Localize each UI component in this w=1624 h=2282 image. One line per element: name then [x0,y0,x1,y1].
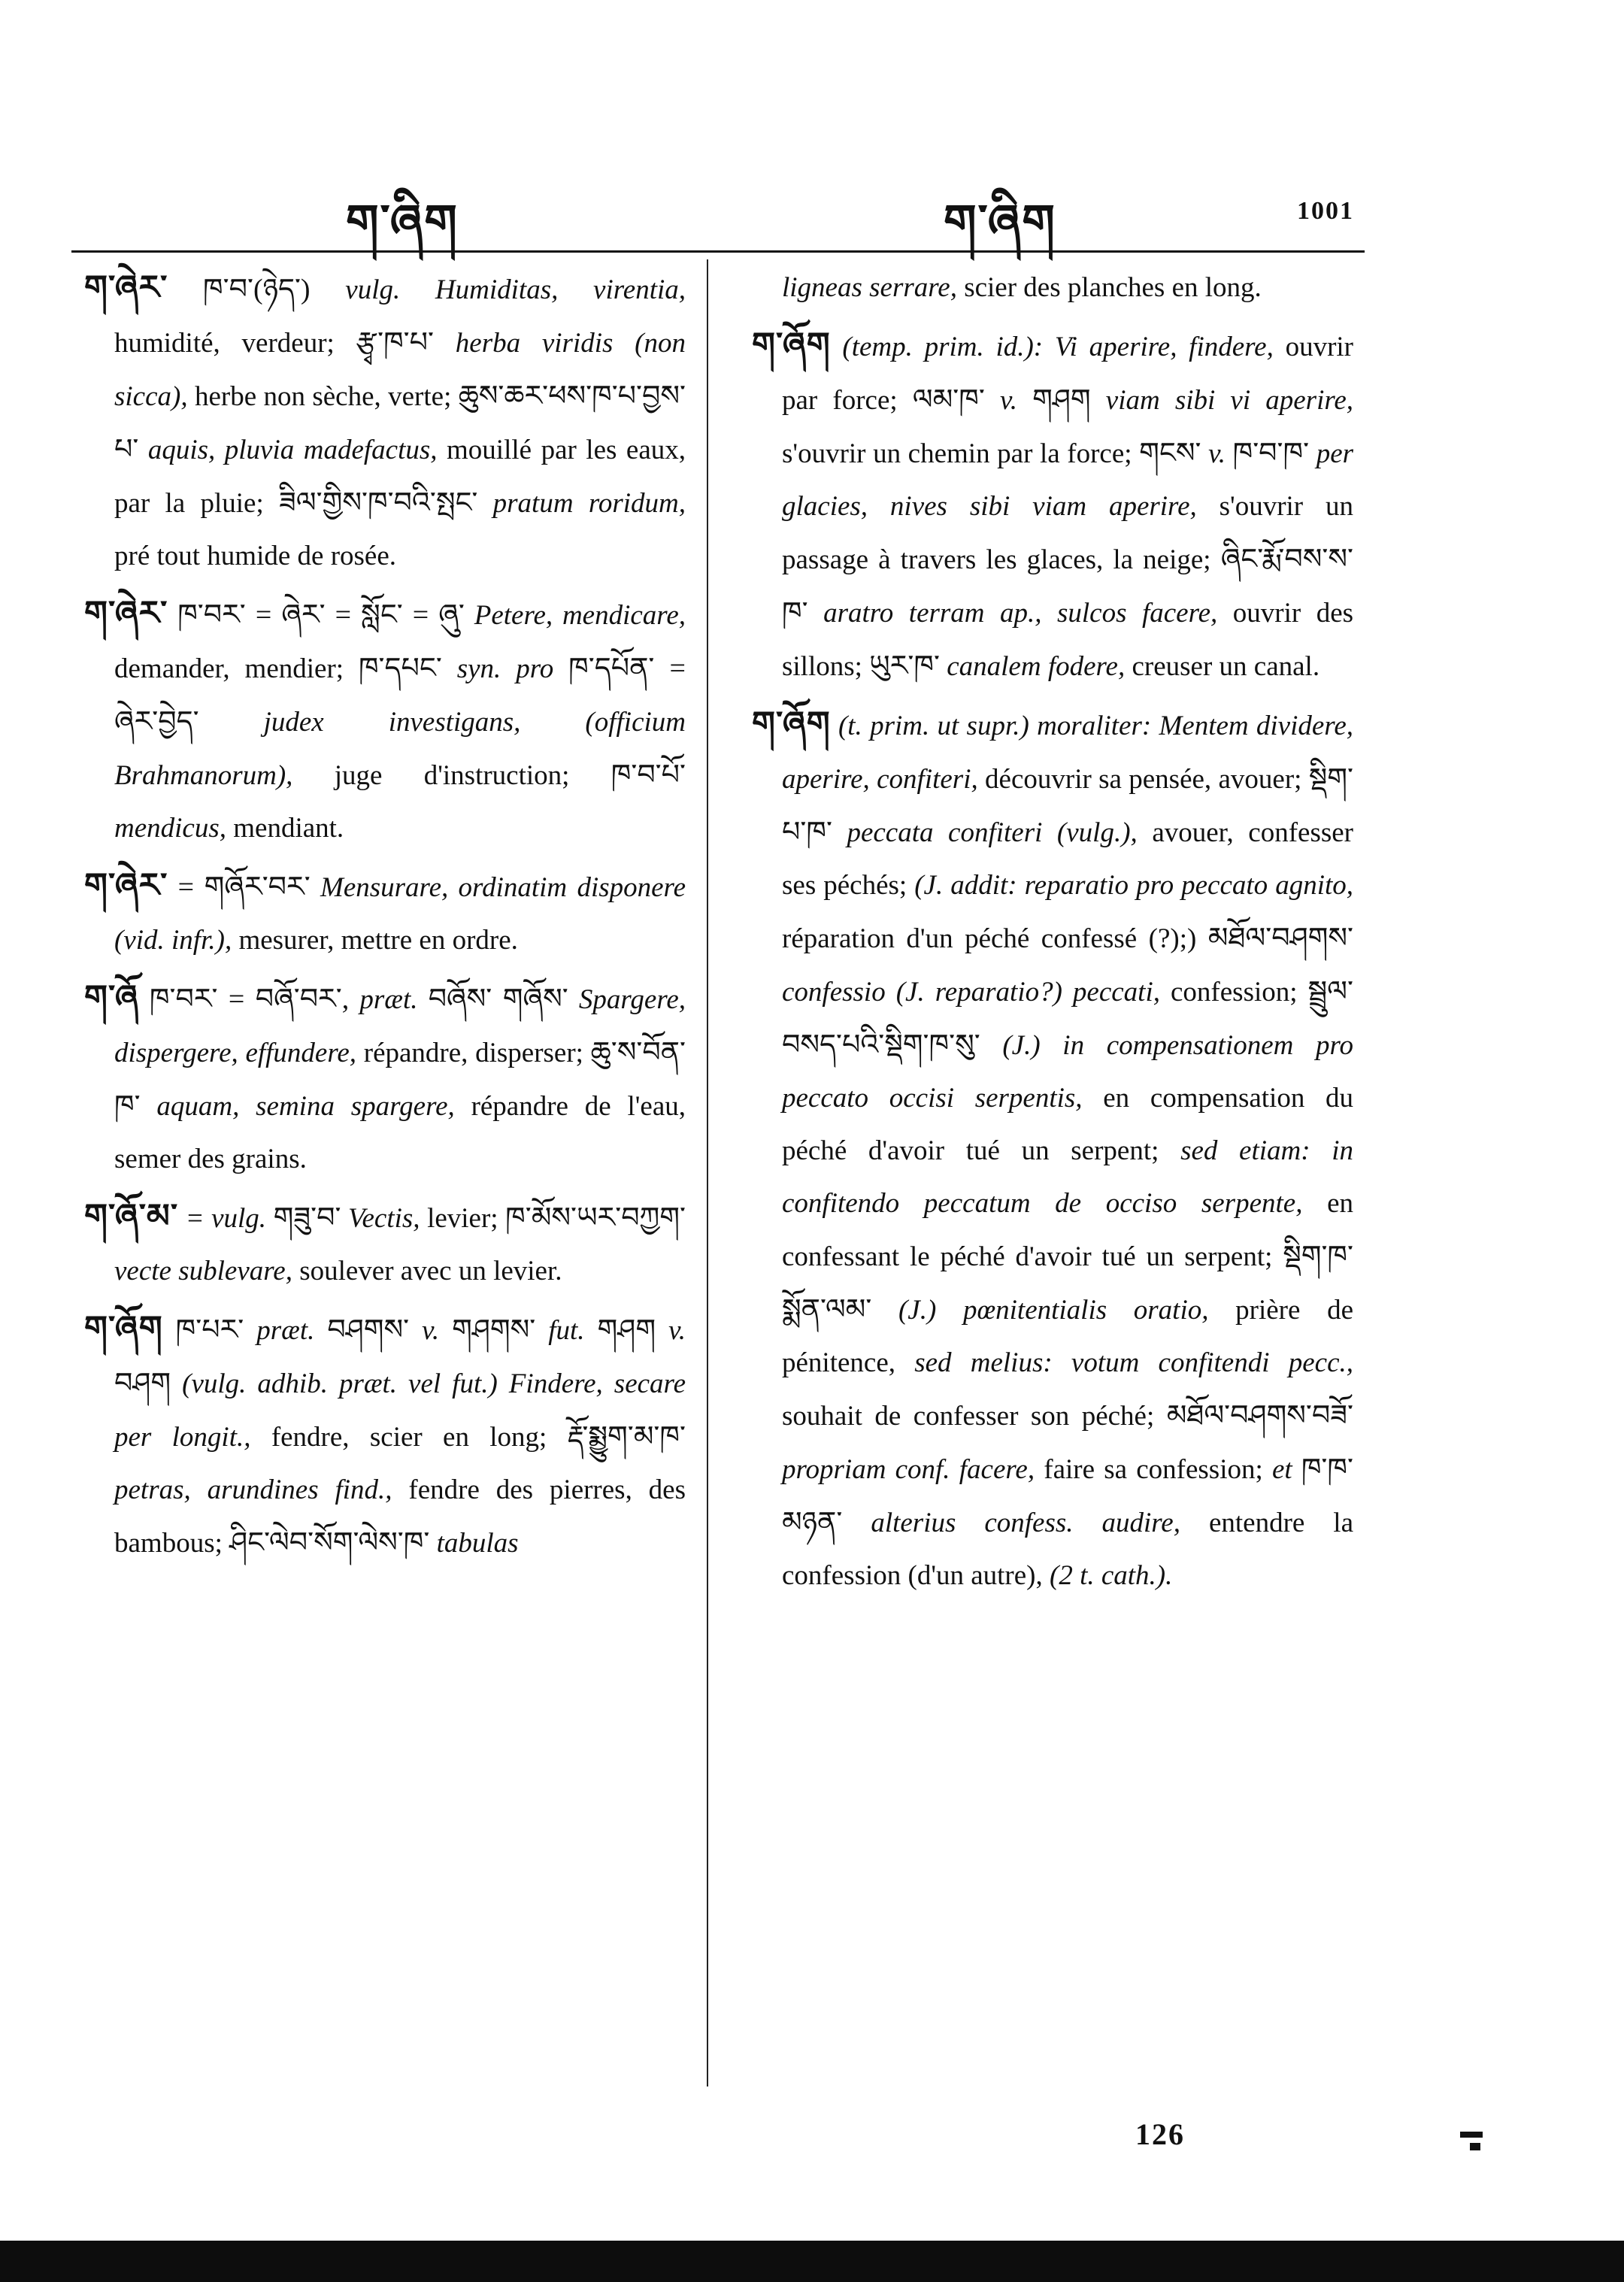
tibetan-text: སྡིག་ཁ་སྨོན་ལམ་ [782,1241,1354,1326]
entry-headword: ག་ཞོག [84,1310,163,1347]
scan-edge-bar [0,2241,1624,2282]
french-gloss: demander, mendier; [114,653,344,684]
french-gloss: répandre de l'eau, semer des grains. [114,1091,686,1174]
tibetan-text: ཁ་དཔོན་ = ཞེར་བྱེད་ [114,653,686,738]
latin-gloss: Mensurare, ordinatim disponere (vid. infr.), [114,872,686,956]
entry-headword: ག་ཞོ་མ་ [84,1198,179,1235]
french-gloss: humidité, verdeur; [114,328,335,359]
tibetan-text: བཤགས་ [327,1314,410,1346]
latin-gloss: præt. [359,984,418,1015]
tibetan-text: ཁ་བ་(ཉེད་) [203,274,311,305]
french-gloss: mouillé par les eaux, par la pluie; [114,435,686,519]
french-gloss: avouer, confesser ses péchés; [782,817,1353,901]
french-gloss: en confessant le péché d'avoir tué un serpent; [782,1188,1354,1272]
french-gloss: découvrir sa pensée, avouer; [985,764,1302,795]
tibetan-text: སྡིག་པ་ཁ་ [782,763,1353,848]
french-gloss: répandre, disperser; [363,1038,583,1068]
latin-gloss: v. [668,1315,686,1346]
folio-number: 1001 [1297,197,1354,225]
right-column [752,262,1353,1607]
tibetan-text: ཁ་དཔང་ [358,653,442,684]
latin-gloss: fut. [548,1315,585,1346]
latin-gloss: Spargere, dispergere, effundere, [114,984,686,1068]
tibetan-text: ཤིང་ལེབ་སོག་ལེས་ཁ་ [229,1527,430,1559]
french-gloss: confession; [1171,977,1298,1008]
french-gloss: mendiant. [233,813,344,844]
latin-gloss: sed etiam: in confitendo peccatum de occiso serpente, [782,1135,1353,1219]
tibetan-text: མཐོལ་བཤགས་བཟོ་ [1166,1400,1353,1432]
french-gloss: juge d'instruction; [334,760,570,791]
latin-gloss: aquam, semina spargere, [156,1091,455,1122]
latin-gloss: propriam conf. facere, [782,1454,1035,1485]
french-gloss: herbe non sèche, verte; [194,381,452,412]
latin-gloss: syn. pro [456,653,554,684]
dictionary-entry [84,1190,686,1298]
tibetan-text: མཐོལ་བཤགས་ [1207,923,1353,954]
latin-gloss: canalem fodere, [947,651,1126,682]
french-gloss: réparation d'un péché confessé (?);) [782,923,1197,954]
entry-headword: ག་ཞེར་ [84,595,168,632]
latin-gloss: = vulg. [185,1203,267,1234]
latin-gloss: tabulas [436,1528,519,1559]
latin-gloss: Vectis, [347,1203,420,1234]
header-rule [71,250,1365,253]
french-gloss: entendre la confession (d'un autre), [782,1508,1354,1591]
dictionary-entry [84,859,686,967]
latin-gloss: ligneas serrare, [782,272,957,303]
tibetan-text: ཁ་བར་ = བཞོ་བར་, [149,983,350,1015]
tibetan-text: གཤགས་ [452,1314,536,1346]
latin-gloss: v. [1000,385,1017,416]
latin-gloss: pratum roridum, [492,488,686,519]
tibetan-text: གཤག [597,1314,656,1346]
latin-gloss: confessio (J. reparatio?) peccati, [782,977,1160,1008]
tibetan-text: གཟུ་བ་ [273,1202,341,1234]
column-divider [707,259,708,2087]
latin-gloss: v. [422,1315,440,1346]
tibetan-text: བཞོས་ གཞོས་ [428,983,568,1015]
french-gloss: fendre des pierres, des bambous; [114,1474,686,1559]
french-gloss: en compensation du péché d'avoir tué un serpent; [782,1083,1353,1166]
left-column [84,262,686,1574]
french-gloss: prière de pénitence, [782,1295,1353,1378]
dictionary-entry [752,698,1353,1602]
french-gloss: mesurer, mettre en ordre. [238,925,518,956]
latin-gloss: alterius confess. audire, [871,1508,1180,1538]
latin-gloss: præt. [256,1315,315,1346]
latin-gloss: et [1271,1454,1292,1485]
latin-gloss: per glacies, nives sibi viam aperire, [782,438,1354,522]
tibetan-text: རྡོ་སྨྱུག་མ་ཁ་ [567,1421,686,1453]
latin-gloss: judex investigans, (officium Brahmanorum), [114,707,686,791]
tibetan-text: གངས་ [1139,438,1201,469]
tibetan-text: ཞིང་རྨོ་བས་ས་ཁ་ [782,544,1354,629]
tibetan-text: ཁ་བ་ཁ་ [1232,438,1310,469]
dictionary-entry [84,971,686,1186]
french-gloss: ouvrir des sillons; [782,598,1354,682]
latin-gloss: viam sibi vi aperire, [1105,385,1354,416]
tibetan-text: ཁ་མོས་ཡར་བཀྱག་ [505,1202,686,1234]
tibetan-text: ཁ་ཁ་མཉན་ [782,1453,1353,1538]
tibetan-text: = གཞོར་བར་ [177,871,311,903]
tibetan-text: ཟིལ་གྱིས་ཁ་བའི་སྤང་ [279,487,478,519]
latin-gloss: petras, arundines find., [114,1474,392,1505]
dictionary-entry [84,1302,686,1570]
latin-gloss: herba viridis (non sicca), [114,328,686,412]
entry-headword: ག་ཞོ [84,979,139,1016]
latin-gloss: v. [1208,438,1226,469]
latin-gloss: aquis, pluvia madefactus, [147,435,438,465]
latin-gloss: (t. prim. ut supr.) moraliter: Mentem dividere, aperire, confiteri, [782,711,1354,795]
latin-gloss: peccata confiteri (vulg.), [847,817,1138,848]
dictionary-entry [752,319,1353,693]
latin-gloss: mendicus, [114,813,226,844]
latin-gloss: (temp. prim. id.): Vi aperire, findere, [842,332,1274,362]
tibetan-text: གཤག [1032,384,1091,416]
latin-gloss: (2 t. cath.). [1050,1560,1173,1591]
latin-gloss: vecte sublevare, [114,1256,292,1286]
tibetan-text: ཆུ་ས་བོན་ཁ་ [114,1037,686,1122]
left-guide-word: ག་ཞིག [346,197,459,248]
dictionary-entry [752,262,1353,314]
tibetan-text: ཁ་བ་པོ་ [611,759,686,791]
tibetan-text: སྦྲུལ་བསད་པའི་སྡིག་ཁ་སུ་ [782,976,1353,1061]
latin-gloss: sed melius: votum confitendi pecc., [914,1347,1353,1378]
tibetan-text: བཤག [114,1368,171,1399]
french-gloss: creuser un canal. [1132,651,1320,682]
entry-headword: ག་ཞེར་ [84,269,168,306]
latin-gloss: (J.) in compensationem pro peccato occisi serpentis, [782,1030,1353,1114]
french-gloss: soulever avec un levier. [299,1256,562,1286]
french-gloss: fendre, scier en long; [271,1422,547,1453]
french-gloss: levier; [427,1203,498,1234]
french-gloss: s'ouvrir un chemin par la force; [782,438,1132,469]
french-gloss: souhait de confesser son péché; [782,1401,1155,1432]
margin-mark [1470,2143,1480,2150]
french-gloss: faire sa confession; [1044,1454,1263,1485]
right-guide-word: ག་ཞིག [944,197,1056,248]
tibetan-text: ལམ་ཁ་ [912,384,985,416]
dictionary-entry [84,262,686,583]
latin-gloss: aratro terram ap., sulcos facere, [823,598,1218,629]
french-gloss: scier des planches en long. [964,272,1262,303]
dictionary-entry [84,587,686,855]
margin-mark [1460,2132,1483,2138]
entry-headword: ག་ཞོག [752,705,831,742]
entry-headword: ག་ཞེར་ [84,867,168,904]
latin-gloss: vulg. Humiditas, virentia, [345,274,686,305]
tibetan-text: རྩྭ་ཁ་པ་ [356,327,434,359]
entry-headword: ག་ཞོག [752,326,831,363]
tibetan-text: ཆུས་ཆར་ཕས་ཁ་པ་བྱས་པ་ [114,380,686,465]
page-number: 126 [1135,2117,1185,2151]
tibetan-text: ཡུར་ཁ་ [869,650,940,682]
french-gloss: pré tout humide de rosée. [114,541,397,571]
latin-gloss: (vulg. adhib. præt. vel fut.) Findere, secare per longit., [114,1368,686,1453]
latin-gloss: Petere, mendicare, [474,600,686,631]
french-gloss: ouvrir par force; [782,332,1354,416]
tibetan-text: ཁ་བར་ = ཞེར་ = སློང་ = ཞུ་ [177,599,465,631]
latin-gloss: (J. addit: reparatio pro peccato agnito, [914,870,1354,901]
latin-gloss: (J.) pœnitentialis oratio, [898,1295,1209,1326]
french-gloss: s'ouvrir un passage à travers les glaces, la neige; [782,491,1353,575]
tibetan-text: ཁ་པར་ [175,1314,244,1346]
